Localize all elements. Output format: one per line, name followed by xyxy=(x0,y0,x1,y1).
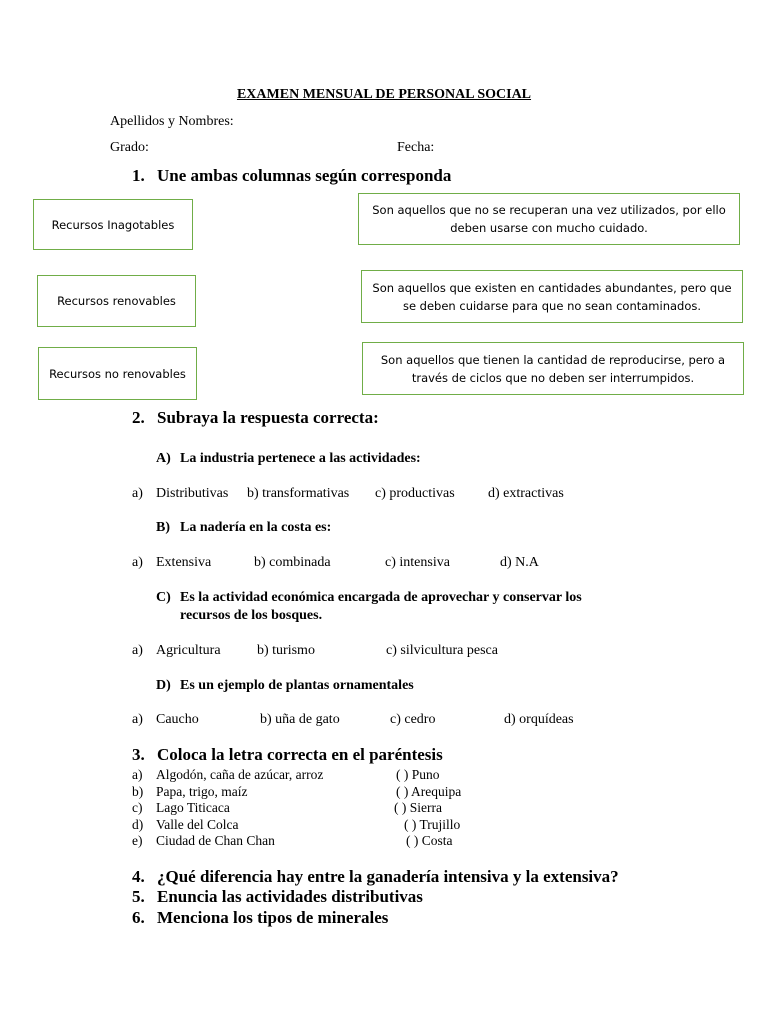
option-extensiva[interactable]: Extensiva xyxy=(156,555,212,570)
question-2a xyxy=(156,451,421,467)
q3-answer-blank[interactable]: ( ) Arequipa xyxy=(396,783,462,799)
match-right-text-1: Son aquellos que no se recuperan una vez utilizados, por ello deben usarse con mucho cuidado. xyxy=(372,203,726,235)
option-cedro[interactable]: c) cedro xyxy=(390,712,436,727)
option-agricultura[interactable]: Agricultura xyxy=(156,643,221,658)
question-1-number: 1. xyxy=(132,166,145,185)
question-3-text: Coloca la letra correcta en el paréntesis xyxy=(157,745,443,764)
q3-item: Ciudad de Chan Chan xyxy=(156,833,275,848)
question-4-heading xyxy=(132,867,619,887)
q3-letters-column xyxy=(132,767,143,850)
option-extractivas[interactable]: d) extractivas xyxy=(488,486,564,501)
option-orquideas[interactable]: d) orquídeas xyxy=(504,712,574,727)
question-2b-text: La nadería en la costa es: xyxy=(180,520,332,535)
question-5-text: Enuncia las actividades distributivas xyxy=(157,887,423,906)
question-2b xyxy=(156,520,331,536)
grade-field-label: Grado: xyxy=(110,140,149,155)
option-silvicultura-pesca[interactable]: c) silvicultura pesca xyxy=(386,643,498,658)
question-2a-text: La industria pertenece a las actividades: xyxy=(180,451,421,466)
option-distributivas[interactable]: Distributivas xyxy=(156,486,229,501)
q3-item: Lago Titicaca xyxy=(156,800,230,815)
question-5-number: 5. xyxy=(132,887,145,906)
question-6-number: 6. xyxy=(132,908,145,927)
q3-item: Algodón, caña de azúcar, arroz xyxy=(156,767,324,782)
match-right-box-2 xyxy=(361,270,743,323)
question-2d xyxy=(156,678,414,694)
question-2d-text: Es un ejemplo de plantas ornamentales xyxy=(180,678,414,693)
match-right-box-1 xyxy=(358,193,740,245)
question-2b-letter: B) xyxy=(156,520,170,535)
question-3-number: 3. xyxy=(132,745,145,764)
match-left-text-2: Recursos renovables xyxy=(57,294,176,308)
option-turismo[interactable]: b) turismo xyxy=(257,643,315,658)
q3-answer-blank[interactable]: ( ) Sierra xyxy=(394,800,442,815)
q3-letter: e) xyxy=(132,833,143,848)
q3-items-column xyxy=(156,767,323,850)
exam-title: EXAMEN MENSUAL DE PERSONAL SOCIAL xyxy=(236,87,532,102)
question-6-text: Menciona los tipos de minerales xyxy=(157,908,389,927)
option-letter: a) xyxy=(132,712,143,727)
q3-item: Valle del Colca xyxy=(156,816,239,832)
question-6-heading xyxy=(132,908,388,928)
question-2c xyxy=(156,590,582,606)
question-4-text: ¿Qué diferencia hay entre la ganadería intensiva y la extensiva? xyxy=(157,867,619,886)
q3-answer-blank[interactable]: ( ) Costa xyxy=(406,833,453,848)
q3-letter: d) xyxy=(132,816,144,832)
option-letter: a) xyxy=(132,555,143,570)
question-3-heading xyxy=(132,745,443,765)
question-4-number: 4. xyxy=(132,867,145,886)
question-2-number: 2. xyxy=(132,408,145,427)
q3-item: Papa, trigo, maíz xyxy=(156,783,248,799)
question-1-heading xyxy=(132,166,451,186)
q3-letter: a) xyxy=(132,767,143,782)
match-left-text-1: Recursos Inagotables xyxy=(51,217,175,232)
question-2-text: Subraya la respuesta correcta: xyxy=(157,408,379,427)
option-letter: a) xyxy=(132,643,143,658)
option-combinada[interactable]: b) combinada xyxy=(254,555,331,570)
match-left-box-1 xyxy=(33,199,193,250)
date-field-label: Fecha: xyxy=(397,140,435,155)
question-2-heading xyxy=(132,408,379,428)
option-intensiva[interactable]: c) intensiva xyxy=(385,555,450,570)
names-field-label: Apellidos y Nombres: xyxy=(110,114,234,129)
option-productivas[interactable]: c) productivas xyxy=(375,486,455,501)
match-left-box-2 xyxy=(37,275,196,327)
match-right-box-3 xyxy=(362,342,744,395)
q3-answer-blank[interactable]: ( ) Puno xyxy=(396,767,440,782)
question-2c-letter: C) xyxy=(156,590,171,605)
question-5-heading xyxy=(132,887,423,907)
match-left-box-3 xyxy=(38,347,197,400)
match-left-text-3: Recursos no renovables xyxy=(49,366,186,381)
option-letter: a) xyxy=(132,486,143,501)
match-right-text-3: Son aquellos que tienen la cantidad de reproducirse, pero a través de ciclos que no deben ser interrumpidos. xyxy=(380,352,726,385)
q3-letter: c) xyxy=(132,800,143,815)
option-na[interactable]: d) N.A xyxy=(500,555,539,570)
question-2c-text: Es la actividad económica encargada de aprovechar y conservar los xyxy=(180,590,582,605)
question-2c-line-2: recursos de los bosques. xyxy=(180,608,323,623)
option-una-de-gato[interactable]: b) uña de gato xyxy=(260,712,340,727)
question-2a-letter: A) xyxy=(156,451,171,466)
q3-letter: b) xyxy=(132,783,144,799)
question-1-text: Une ambas columnas según corresponda xyxy=(157,166,452,185)
q3-answer-blank[interactable]: ( ) Trujillo xyxy=(404,816,461,832)
option-caucho[interactable]: Caucho xyxy=(156,712,199,727)
question-2d-letter: D) xyxy=(156,678,171,693)
option-transformativas[interactable]: b) transformativas xyxy=(247,486,350,501)
match-right-text-2: Son aquellos que existen en cantidades abundantes, pero que se deben cuidarse para que no sean contaminados. xyxy=(372,280,732,313)
